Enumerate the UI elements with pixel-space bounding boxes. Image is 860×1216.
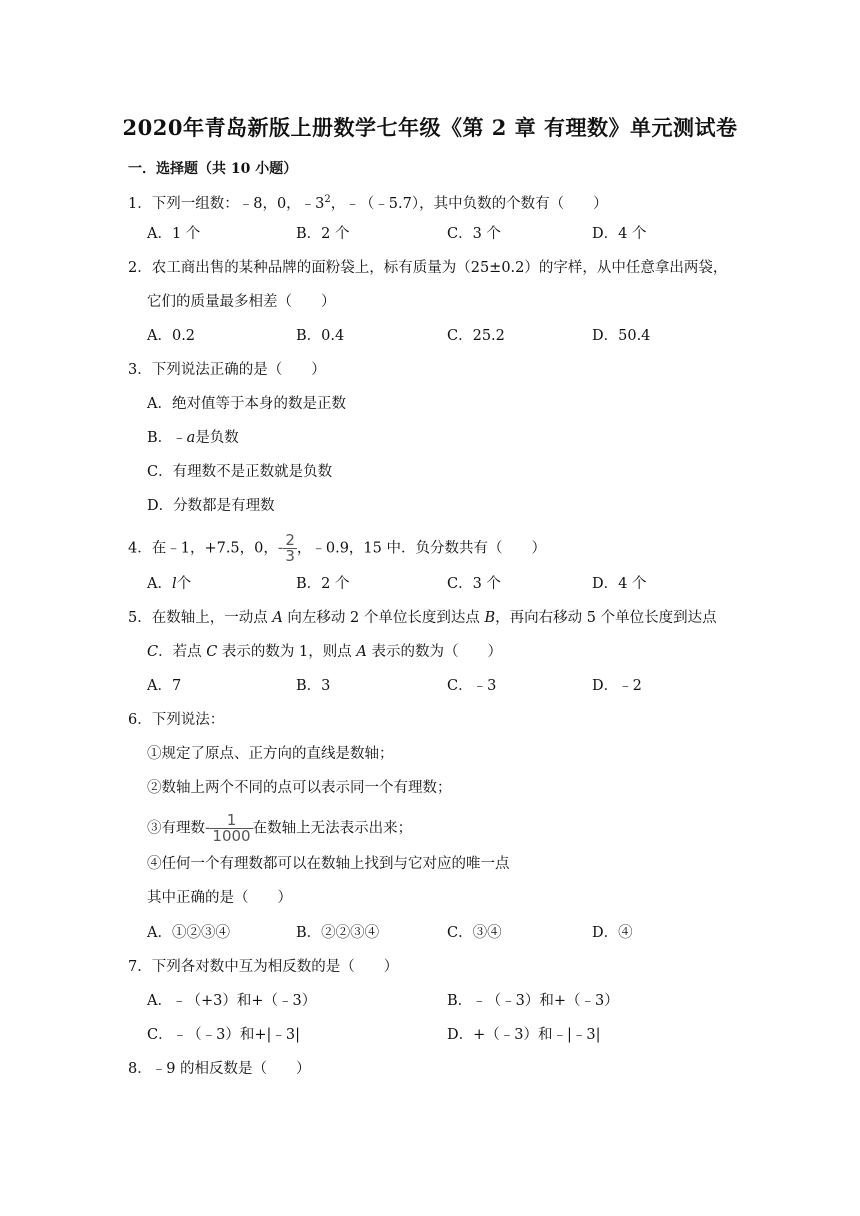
question-5-option-c: C．﹣3	[447, 678, 497, 694]
question-5-option-b: B．3	[296, 678, 331, 694]
question-4-stem: 4．在﹣1，+7.5，0，- $\frac{2}{3}$ ，﹣0.9，15 中．负分数共有（ ）	[128, 531, 546, 565]
question-6-option-c: C．③④	[447, 925, 502, 941]
question-2-option-b: B．0.4	[296, 328, 345, 344]
question-6-stem: 6．下列说法：	[128, 712, 225, 728]
question-3-option-a: A．绝对值等于本身的数是正数	[147, 396, 346, 412]
question-6-statement-4: ④任何一个有理数都可以在数轴上找到与它对应的唯一点	[147, 856, 510, 872]
negative-sign: -	[205, 818, 211, 837]
question-5-stem-line-2: C．若点 C 表示的数为 1，则点 A 表示的数为（ ）	[147, 644, 502, 660]
fraction-two-thirds: $\frac{2}{3}$	[285, 531, 295, 565]
question-1-option-b: B．2 个	[296, 226, 350, 242]
question-5-stem-line-1: 5．在数轴上，一动点 A 向左移动 2 个单位长度到达点 B，再向右移动 5 个单位长度到达点	[128, 610, 717, 626]
question-5-option-a: A．7	[147, 678, 182, 694]
question-3-option-d: D．分数都是有理数	[147, 498, 275, 514]
question-2-option-d: D．50.4	[592, 328, 651, 344]
question-2-option-c: C．25.2	[447, 328, 505, 344]
question-6-option-a: A．①②③④	[147, 925, 230, 941]
question-1-option-a: A．1 个	[147, 226, 201, 242]
question-2-stem-line-1: 2．农工商出售的某种品牌的面粉袋上，标有质量为（25±0.2）的字样，从中任意拿出两袋，	[128, 260, 728, 276]
question-4-option-a: A．l个	[147, 576, 192, 592]
question-7-option-d: D．+（﹣3）和﹣|﹣3|	[447, 1027, 601, 1043]
question-4-option-d: D．4 个	[592, 576, 647, 592]
question-2-stem-line-2: 它们的质量最多相差（ ）	[147, 294, 336, 310]
question-3-option-b: B．﹣a是负数	[147, 430, 239, 446]
page-title: 2020年青岛新版上册数学七年级《第 2 章 有理数》单元测试卷	[122, 115, 738, 140]
question-8-stem: 8．﹣9 的相反数是（ ）	[128, 1061, 311, 1077]
question-3-option-c: C．有理数不是正数就是负数	[147, 464, 333, 480]
negative-sign: -	[277, 538, 284, 557]
question-6-statement-3: ③有理数- $\frac{1}{1000}$ 在数轴上无法表示出来；	[147, 811, 413, 845]
question-7-option-c: C．﹣（﹣3）和+|﹣3|	[147, 1027, 300, 1043]
question-7-option-a: A．﹣（+3）和+（﹣3）	[147, 993, 317, 1009]
question-6-statement-2: ②数轴上两个不同的点可以表示同一个有理数；	[147, 780, 452, 796]
question-2-option-a: A．0.2	[147, 328, 196, 344]
fraction-one-thousandth: $\frac{1}{1000}$	[212, 811, 251, 845]
question-6-option-d: D．④	[592, 925, 633, 941]
question-4-option-b: B．2 个	[296, 576, 350, 592]
question-7-option-b: B．﹣（﹣3）和+（﹣3）	[447, 993, 619, 1009]
question-5-option-d: D．﹣2	[592, 678, 642, 694]
question-1-option-d: D．4 个	[592, 226, 647, 242]
section-heading: 一．选择题（共 10 小题）	[128, 161, 298, 177]
question-1-stem: 1．下列一组数：﹣8，0，$﹣3^2$，﹣（﹣5.7），其中负数的个数有（ ）	[128, 194, 608, 212]
question-6-option-b: B．②②③④	[296, 925, 380, 941]
question-4-option-c: C．3 个	[447, 576, 501, 592]
question-7-stem: 7．下列各对数中互为相反数的是（ ）	[128, 959, 399, 975]
question-1-option-c: C．3 个	[447, 226, 501, 242]
question-6-ask: 其中正确的是（ ）	[147, 890, 292, 906]
question-3-stem: 3．下列说法正确的是（ ）	[128, 362, 326, 378]
question-6-statement-1: ①规定了原点、正方向的直线是数轴；	[147, 746, 394, 762]
